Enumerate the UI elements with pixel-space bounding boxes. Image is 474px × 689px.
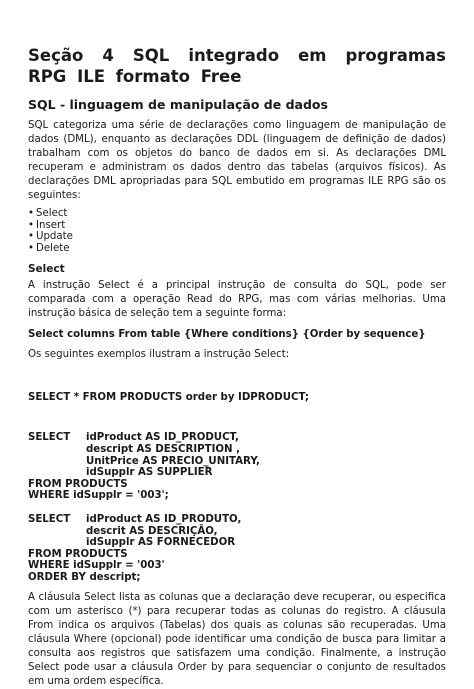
code-example-3 — [28, 514, 446, 584]
code-line: SELECT idProduct AS ID_PRODUCT, — [28, 432, 239, 444]
bullet-icon: • — [28, 231, 35, 243]
section-subtitle: SQL - linguagem de manipulação de dados — [28, 97, 328, 112]
code-line: UnitPrice AS PRECIO_UNITARY, — [86, 455, 260, 467]
code-line: idSupplr AS FORNECEDOR — [86, 537, 236, 549]
list-item: • Update — [28, 231, 73, 243]
code-line: idSupplr AS SUPPLIER — [86, 467, 213, 479]
bullet-icon: • — [28, 208, 35, 219]
bullet-icon: • — [28, 219, 35, 231]
code-line: SELECT idProduct AS ID_PRODUTO, — [28, 513, 242, 525]
intro-paragraph: SQL categoriza uma série de declarações como linguagem de manipulação de dados (DML), enquanto as declarações DDL (linguagem de definição de dados) trabalham com os objetos do banco de dados em si. As declarações DML recuperam e administram os dados dentro das tabelas (arquivos físicos). As declarações DML apropriadas para SQL embutido em programas ILE RPG são os seguintes: — [28, 120, 446, 201]
code-keyword: SELECT — [28, 513, 71, 525]
code-line: FROM PRODUCTS — [28, 478, 128, 490]
code-keyword: SELECT — [28, 432, 71, 444]
examples-intro: Os seguintes exemplos ilustram a instrução Select: — [28, 349, 290, 361]
list-item: • Select — [28, 208, 68, 219]
dml-list — [28, 208, 446, 254]
page-title: Seção 4 SQL integrado em programas RPG ILE formato Free — [28, 46, 446, 86]
code-example-2 — [28, 432, 446, 502]
list-item: • Insert — [28, 219, 66, 231]
final-paragraph: A cláusula Select lista as colunas que a declaração deve recuperar, ou especifica com um asterisco (*) para recuperar todas as colunas do registro. A cláusula From indica os arquivos (Tabelas) dos quais as colunas são recuperadas. Uma cláusula Where (opcional) pode identificar uma condição de busca para limitar a consulta aos registros que satisfazem uma condição. Finalmente, a instrução Select pode usar a cláusula Order by para sequenciar o conjunto de resultados em uma ordem específica. — [28, 592, 446, 688]
code-line: descrit AS DESCRIÇÃO, — [86, 525, 218, 537]
select-heading: Select — [28, 263, 65, 276]
code-line: SELECT * FROM PRODUCTS order by IDPRODUCT; — [28, 391, 309, 403]
bullet-icon: • — [28, 242, 35, 254]
code-line: ORDER BY descript; — [28, 571, 141, 583]
select-paragraph: A instrução Select é a principal instrução de consulta do SQL, pode ser comparada com a operação Read do RPG, mas com várias melhorias. Uma instrução básica de seleção tem a seguinte forma: — [28, 280, 446, 320]
code-line: WHERE idSupplr = '003'; — [28, 490, 169, 502]
code-line: FROM PRODUCTS — [28, 548, 128, 560]
code-example-1 — [28, 368, 446, 426]
syntax-line: Select columns From table {Where conditions} {Order by sequence} — [28, 329, 426, 341]
list-item: • Delete — [28, 242, 70, 254]
code-line: descript AS DESCRIPTION , — [86, 443, 240, 455]
code-line: WHERE idSupplr = '003' — [28, 560, 165, 572]
